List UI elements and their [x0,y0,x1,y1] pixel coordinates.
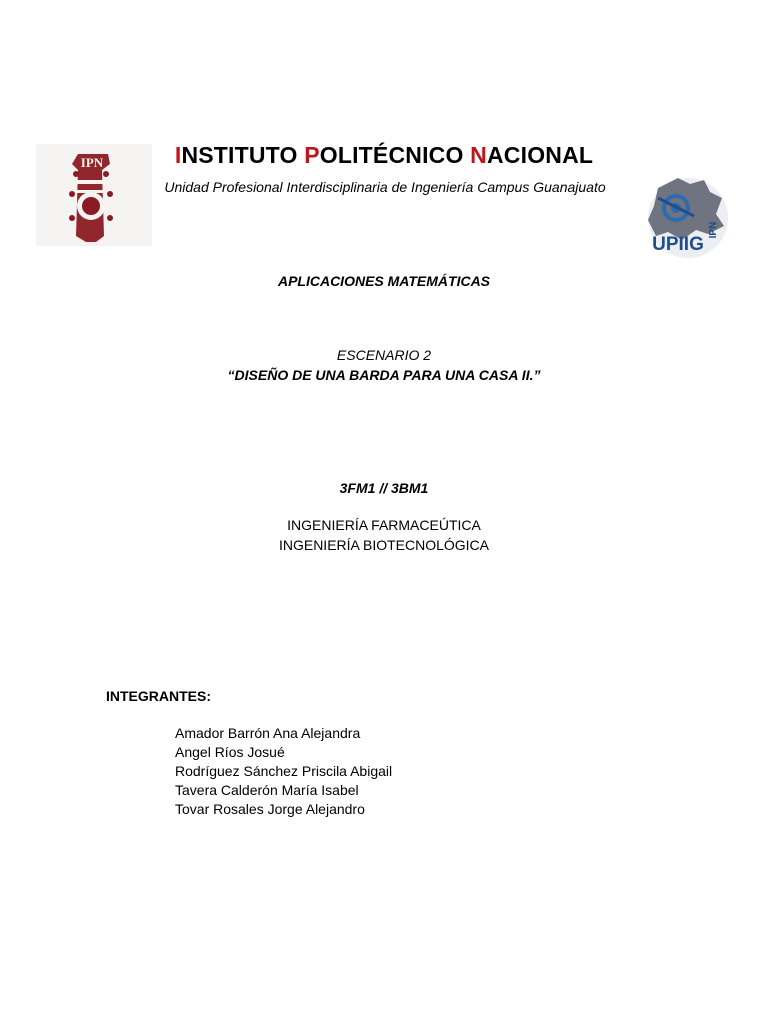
team-member: Amador Barrón Ana Alejandra [175,725,361,741]
program-farmaceutica: INGENIERÍA FARMACEÚTICA [287,517,481,533]
title-initial-p: P [304,142,320,168]
course-name: APLICACIONES MATEMÁTICAS [277,273,491,289]
ipn-logo-text: IPN [80,155,104,170]
upiig-map-icon [638,168,730,264]
team-member: Tavera Calderón María Isabel [175,782,359,798]
upiig-logo [638,168,730,264]
team-member: Angel Ríos Josué [175,744,285,760]
institution-title [0,142,768,169]
institution-subtitle: Unidad Profesional Interdisciplinaria de Ingeniería Campus Guanajuato [164,179,606,195]
title-word-instituto: NSTITUTO [181,142,305,168]
team-member: Rodríguez Sánchez Priscila Abigail [175,763,393,779]
program-biotecnologica: INGENIERÍA BIOTECNOLÓGICA [278,537,490,553]
team-heading: INTEGRANTES: [106,688,211,704]
title-word-politecnico: OLITÉCNICO [319,142,471,168]
title-initial-n: N [470,142,487,168]
upiig-logo-text: UPIIG [652,234,704,255]
team-member-list [175,724,392,819]
upiig-ipn-tag: IPN [708,221,719,239]
scenario-label: ESCENARIO 2 [336,347,432,363]
title-word-nacional: ACIONAL [486,142,594,168]
team-member: Tovar Rosales Jorge Alejandro [175,801,365,817]
scenario-title: “DISEÑO DE UNA BARDA PARA UNA CASA II.” [227,367,541,383]
title-initial-i: I [174,142,182,168]
group-codes: 3FM1 // 3BM1 [339,480,429,496]
